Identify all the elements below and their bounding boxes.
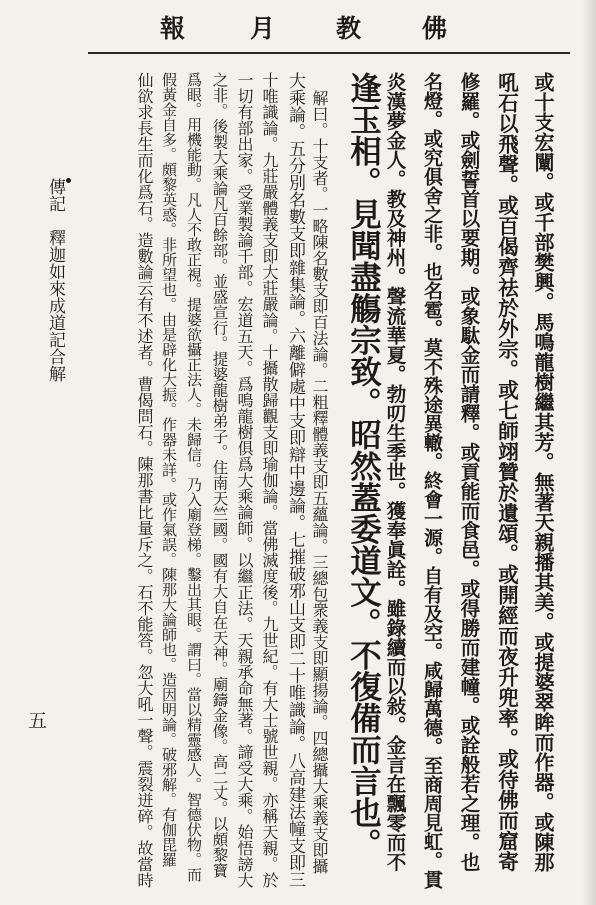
commentary-column: 之非。後製大乘論凡百餘部。並盛宣行。提婆龍樹弟子。住南天竺國。國有大自在天神。廟鑄金像。高二丈。以頗黎寶 — [210, 72, 229, 878]
header-char-4: 報 — [160, 14, 186, 43]
main-text-column: 或十支宏闡。或千部樊興。馬鳴龍樹繼其芳。無著天親播其美。或提婆翠眸而作器。或陳那 — [531, 72, 555, 872]
header-char-3: 月 — [250, 14, 276, 43]
commentary-column: 爲眼。用機能動。凡人不敢正視。提婆欲攝正法人。未歸信。乃入廟登梯。鑿出其眼。謂曰。當以精靈感人。智德伏物。而 — [185, 72, 203, 882]
header-rule — [88, 52, 570, 54]
commentary-column: 一切有部出家。受業製論千部。宏道五天。爲鳴龍樹俱爲大乘論師。以繼正法。天親承命無著。諦受大乘。始悟謗大 — [235, 72, 254, 888]
page-number: 五 — [28, 710, 48, 732]
main-text-column: 修羅。或劍誓首以要期。或象駄金而請釋。或貢能而食邑。或得勝而建幢。或詮般若之理。也 — [457, 72, 481, 872]
commentary-column: 假黃金自多。頗黎英惑。非所望也。由是辟化大振。作器未詳。或作氣誤。陳那大論師也。造因明論。破邪解。有伽毘羅 — [160, 72, 178, 867]
commentary-column: 大乘論。五分別名數支即雜集論。六離僻處中支即辯中邊論。七摧破邪山支即二十唯識論。八高建法幢支即三 — [285, 72, 305, 888]
main-text-column: 逢玉相。見聞盡觴宗致。昭然蓋委道文。不復備而言也。 — [345, 72, 383, 860]
commentary-column: 仙欲求長生而化爲石。造數論云有不述者。曹偈問石。陳那書比量斥之。石不能答。忽大吼一聲。震裂迸碎。故當時 — [135, 72, 154, 888]
commentary-column: 解曰。十支者。一略陳名數支即百法論。二粗釋體義支即五蘊論。三總包衆義支即顯揚論。四總攝大乘義支即攝 — [310, 90, 329, 874]
commentary-column: 十唯識論。九莊嚴體義支即大莊嚴論。十攝散歸觀支即瑜伽論。當佛滅度後。九世紀。有大士號世親。亦稱天親。於 — [260, 72, 279, 888]
main-text-column: 吼石以飛聲。或百偈齊祛於外宗。或七師翊贊於遺頌。或開經而夜升兜率。或待佛而窟寄 — [494, 72, 519, 872]
header-char-1: 佛 — [422, 14, 448, 43]
footer-bullet — [66, 178, 71, 183]
header-char-2: 教 — [336, 14, 362, 43]
footer-title: 傳記 釋迦如來成道記合解 — [45, 178, 65, 382]
running-header — [150, 14, 560, 54]
main-text-column: 名燈。或究俱舍之非。也名雹。莫不殊途異轍。終會一源。自有及空。咸歸萬德。至商周見虹。貫 — [421, 72, 443, 889]
page-edge-shadow — [582, 0, 596, 905]
main-text-column: 炎漢夢金人。教及神州。聲流華夏。勃叨生季世。獲奉眞詮。雖錄續而以敍。金言在飄零而不 — [383, 72, 407, 872]
